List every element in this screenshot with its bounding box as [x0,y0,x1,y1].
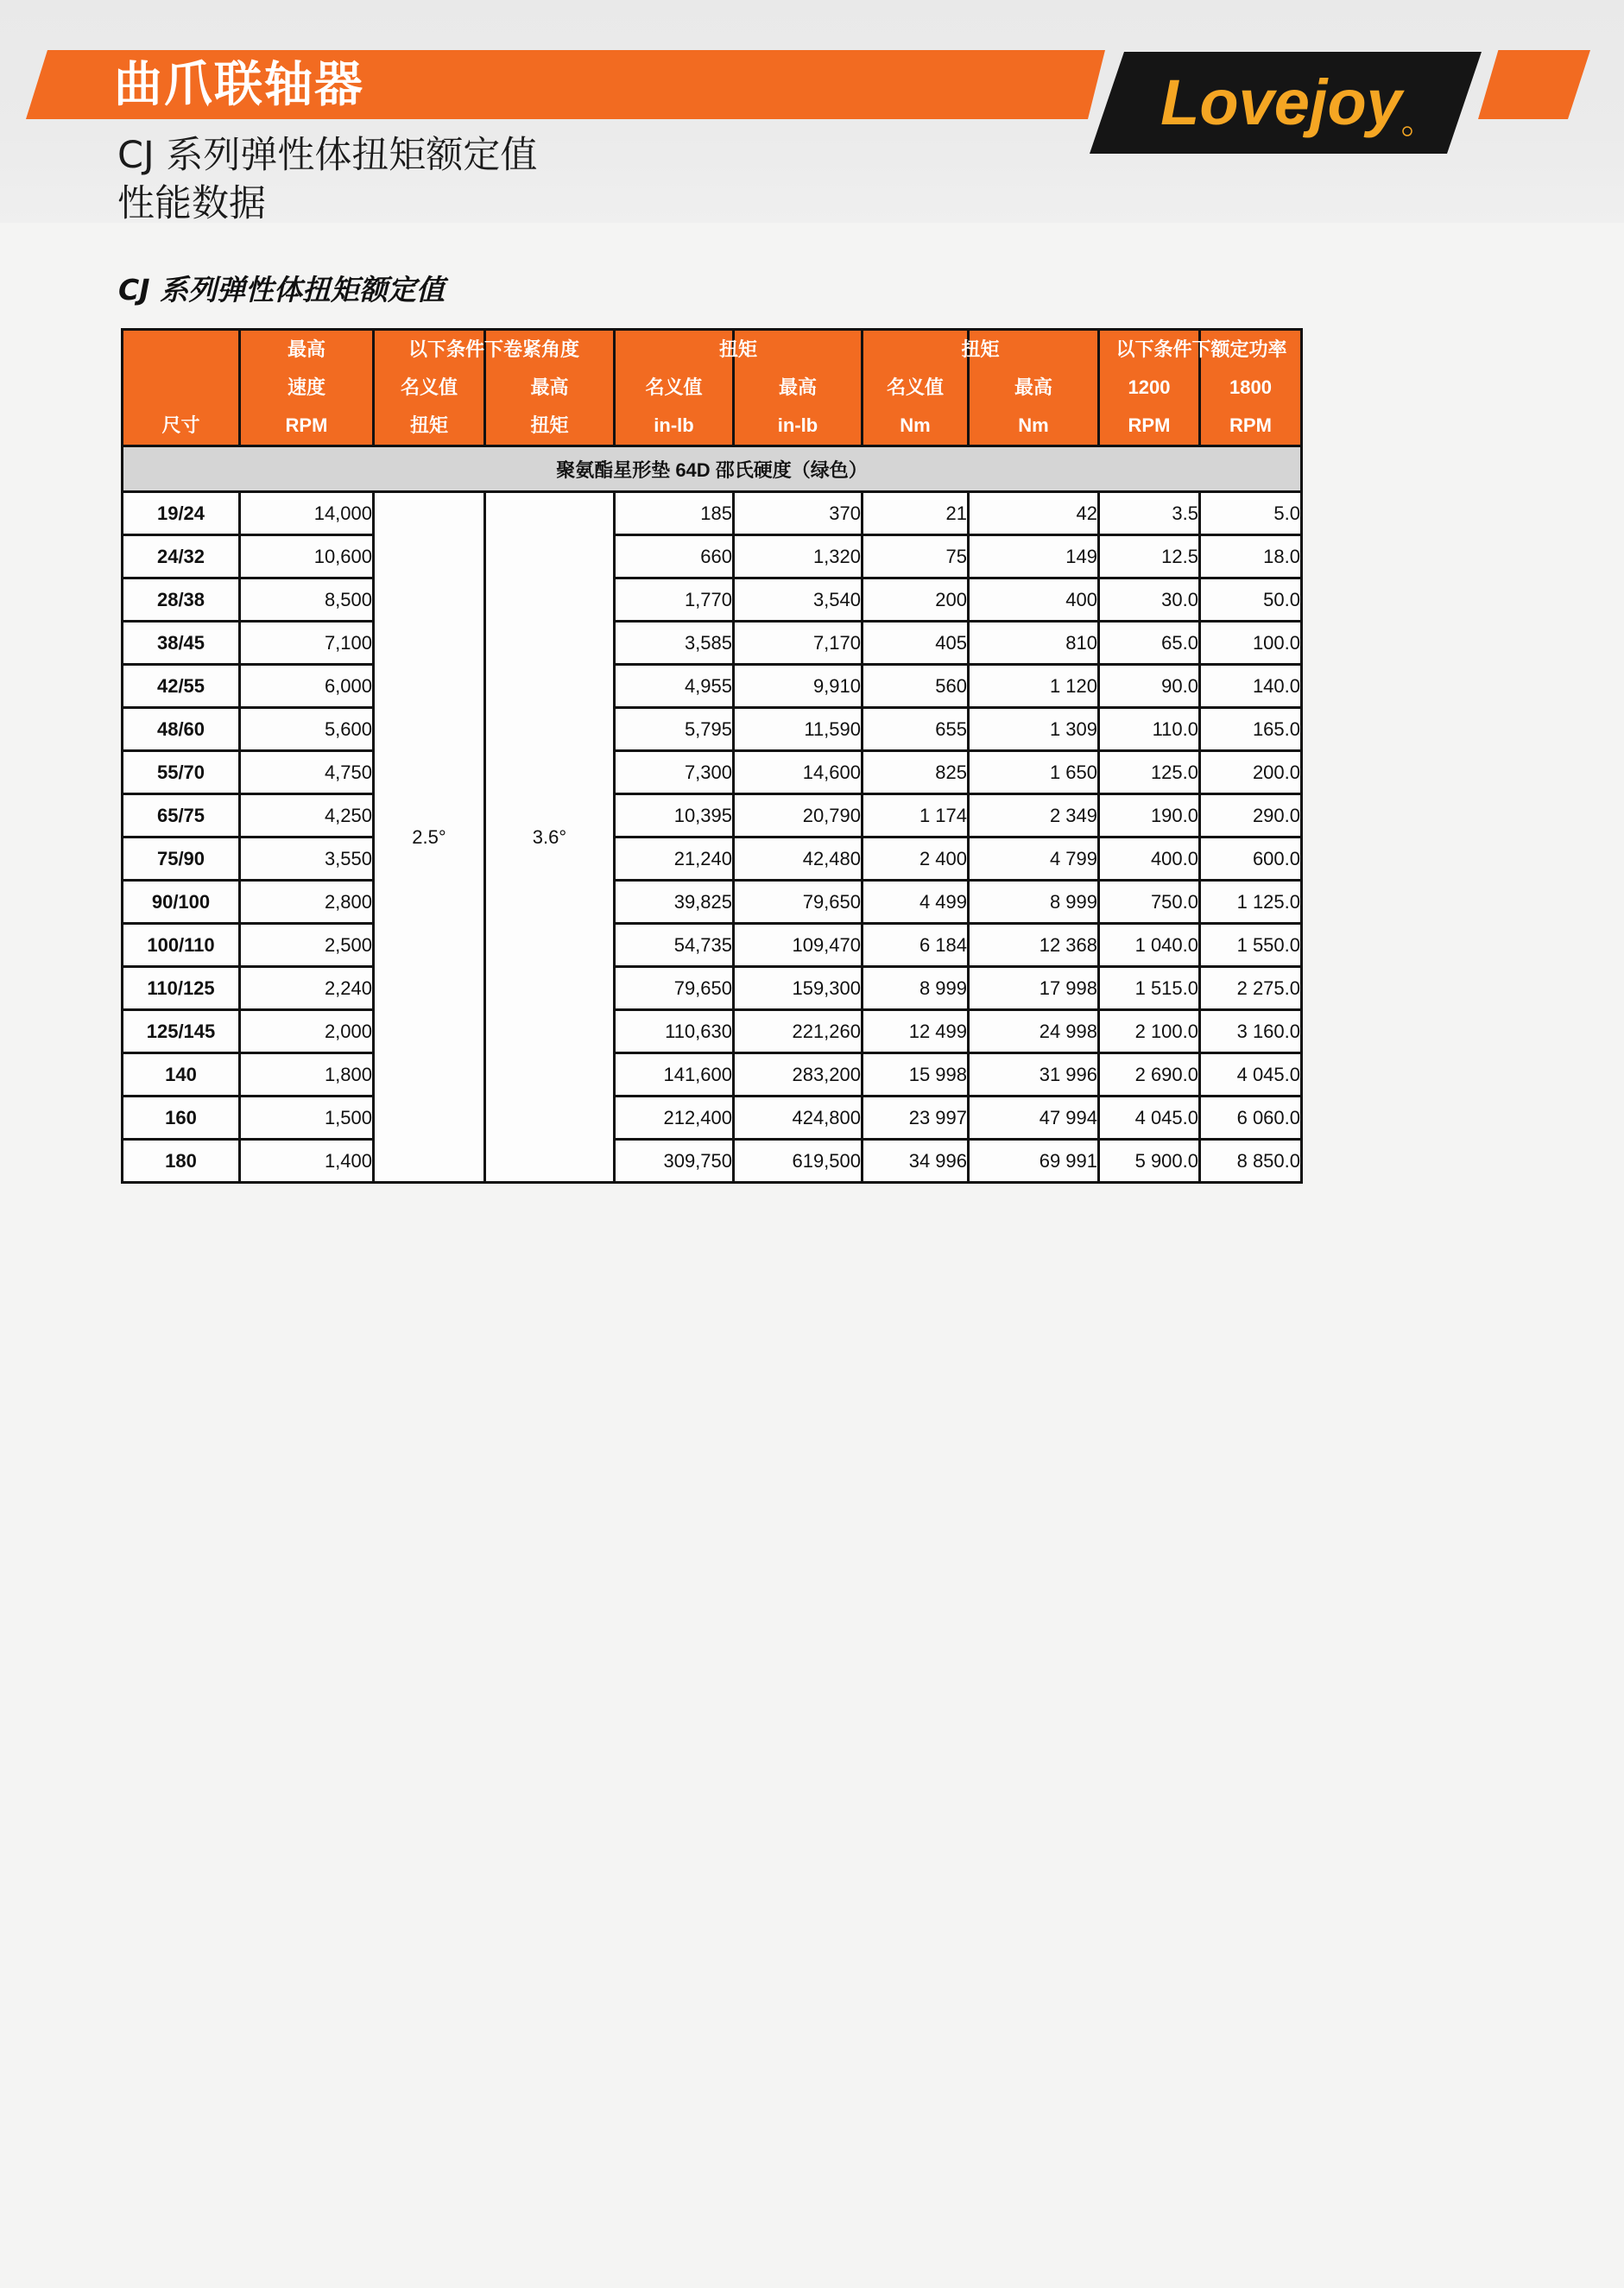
cell-power-1800: 50.0 [1200,578,1302,622]
cell-torque-nm-max: 4 799 [969,837,1099,881]
cell-power-1200: 30.0 [1099,578,1200,622]
cell-torque-inlb-max: 283,200 [734,1053,863,1097]
cell-max-speed: 3,550 [240,837,374,881]
cell-power-1800: 165.0 [1200,708,1302,751]
cell-torque-inlb-max: 14,600 [734,751,863,794]
cell-torque-inlb-nominal: 141,600 [615,1053,734,1097]
cell-power-1800: 5.0 [1200,492,1302,535]
header-size: 尺寸 [123,330,240,446]
cell-torque-inlb-nominal: 1,770 [615,578,734,622]
cell-torque-nm-max: 47 994 [969,1097,1099,1140]
cell-power-1200: 2 100.0 [1099,1010,1200,1053]
cell-windup-max: 3.6° [485,492,615,1183]
cell-power-1200: 12.5 [1099,535,1200,578]
cell-torque-inlb-nominal: 110,630 [615,1010,734,1053]
cell-torque-nm-nominal: 2 400 [863,837,969,881]
cell-torque-inlb-max: 3,540 [734,578,863,622]
cell-power-1200: 1 515.0 [1099,967,1200,1010]
cell-power-1800: 8 850.0 [1200,1140,1302,1183]
cell-power-1800: 2 275.0 [1200,967,1302,1010]
cell-power-1800: 290.0 [1200,794,1302,837]
cell-size: 28/38 [123,578,240,622]
cell-power-1200: 1 040.0 [1099,924,1200,967]
cell-power-1200: 400.0 [1099,837,1200,881]
cell-torque-inlb-max: 9,910 [734,665,863,708]
table-row [123,751,1302,794]
cell-torque-nm-max: 149 [969,535,1099,578]
table-header-row [123,330,1302,446]
cell-torque-inlb-max: 159,300 [734,967,863,1010]
cell-power-1200: 750.0 [1099,881,1200,924]
cell-max-speed: 2,000 [240,1010,374,1053]
subtitle-series: CJ 系列弹性体扭矩额定值 [117,134,538,177]
cell-torque-inlb-max: 42,480 [734,837,863,881]
header-torque-nm-group: 扭矩 [961,338,1000,360]
cell-torque-inlb-max: 1,320 [734,535,863,578]
cell-power-1800: 600.0 [1200,837,1302,881]
cell-power-1200: 90.0 [1099,665,1200,708]
table-row [123,881,1302,924]
cell-torque-nm-max: 1 309 [969,708,1099,751]
cell-power-1800: 1 550.0 [1200,924,1302,967]
header-nm-max: 最高 Nm [969,330,1099,446]
cell-torque-nm-nominal: 15 998 [863,1053,969,1097]
cell-torque-nm-nominal: 405 [863,622,969,665]
cell-power-1200: 4 045.0 [1099,1097,1200,1140]
cell-torque-nm-max: 810 [969,622,1099,665]
cell-max-speed: 10,600 [240,535,374,578]
cell-size: 90/100 [123,881,240,924]
cell-power-1200: 65.0 [1099,622,1200,665]
cell-torque-inlb-max: 20,790 [734,794,863,837]
cell-size: 48/60 [123,708,240,751]
cell-max-speed: 7,100 [240,622,374,665]
cell-torque-inlb-nominal: 39,825 [615,881,734,924]
cell-max-speed: 1,500 [240,1097,374,1140]
cell-torque-inlb-max: 79,650 [734,881,863,924]
cell-max-speed: 8,500 [240,578,374,622]
table-row [123,578,1302,622]
cell-torque-inlb-nominal: 309,750 [615,1140,734,1183]
cell-size: 24/32 [123,535,240,578]
cell-torque-nm-nominal: 200 [863,578,969,622]
cell-torque-inlb-nominal: 79,650 [615,967,734,1010]
cell-torque-inlb-max: 619,500 [734,1140,863,1183]
cell-power-1200: 2 690.0 [1099,1053,1200,1097]
cell-torque-inlb-nominal: 5,795 [615,708,734,751]
cell-torque-nm-max: 1 120 [969,665,1099,708]
cell-size: 55/70 [123,751,240,794]
cell-torque-nm-nominal: 655 [863,708,969,751]
cell-power-1800: 200.0 [1200,751,1302,794]
cell-torque-nm-nominal: 825 [863,751,969,794]
cell-max-speed: 4,750 [240,751,374,794]
cell-torque-nm-max: 2 349 [969,794,1099,837]
cell-torque-nm-max: 400 [969,578,1099,622]
cell-torque-nm-max: 69 991 [969,1140,1099,1183]
cell-torque-nm-nominal: 1 174 [863,794,969,837]
cell-torque-inlb-nominal: 54,735 [615,924,734,967]
cell-power-1800: 6 060.0 [1200,1097,1302,1140]
cell-size: 160 [123,1097,240,1140]
table-body [123,492,1302,1183]
subtitle-performance: 性能数据 [117,182,266,225]
header-inlb-max: 最高 in-lb [734,330,863,446]
cell-torque-inlb-max: 370 [734,492,863,535]
cell-torque-nm-nominal: 21 [863,492,969,535]
cell-torque-inlb-max: 109,470 [734,924,863,967]
table-row [123,967,1302,1010]
header-windup-max: 最高 扭矩 [485,330,615,446]
cell-torque-inlb-max: 7,170 [734,622,863,665]
cell-power-1200: 190.0 [1099,794,1200,837]
cell-size: 180 [123,1140,240,1183]
cell-power-1200: 5 900.0 [1099,1140,1200,1183]
cell-max-speed: 4,250 [240,794,374,837]
cell-torque-nm-max: 31 996 [969,1053,1099,1097]
cell-max-speed: 14,000 [240,492,374,535]
table-row [123,665,1302,708]
cell-torque-nm-max: 24 998 [969,1010,1099,1053]
cell-torque-inlb-max: 11,590 [734,708,863,751]
cell-max-speed: 1,400 [240,1140,374,1183]
table-row [123,1140,1302,1183]
header-torque-inlb-group: 扭矩 [718,338,757,360]
cell-size: 65/75 [123,794,240,837]
cell-max-speed: 5,600 [240,708,374,751]
table-row [123,1010,1302,1053]
table-row [123,1097,1302,1140]
cell-size: 19/24 [123,492,240,535]
header-max-speed: 最高 速度 RPM [240,330,374,446]
header-windup-nominal: 以下条件下卷紧角度 名义值 扭矩 [374,330,485,446]
header-inlb-nominal: 扭矩 名义值 in-lb [615,330,734,446]
cell-power-1800: 1 125.0 [1200,881,1302,924]
header-power-group: 以下条件下额定功率 [1115,338,1287,360]
elastomer-label: 聚氨酯星形垫 64D 邵氏硬度（绿色） [123,446,1302,492]
cell-torque-nm-max: 1 650 [969,751,1099,794]
cell-max-speed: 1,800 [240,1053,374,1097]
cell-torque-inlb-nominal: 4,955 [615,665,734,708]
lovejoy-logo [1090,50,1482,155]
cell-size: 140 [123,1053,240,1097]
cell-torque-inlb-nominal: 212,400 [615,1097,734,1140]
table-row [123,837,1302,881]
cell-torque-nm-nominal: 560 [863,665,969,708]
cell-torque-inlb-nominal: 21,240 [615,837,734,881]
table-row [123,1053,1302,1097]
svg-text:Lovejoy: Lovejoy [1160,66,1402,138]
cell-power-1800: 140.0 [1200,665,1302,708]
table-row [123,794,1302,837]
elastomer-row [123,446,1302,492]
cell-power-1200: 110.0 [1099,708,1200,751]
cell-torque-nm-nominal: 34 996 [863,1140,969,1183]
cell-torque-nm-nominal: 4 499 [863,881,969,924]
cell-max-speed: 2,800 [240,881,374,924]
section-title: 曲爪联轴器 [114,57,364,113]
table-row [123,535,1302,578]
cell-power-1200: 125.0 [1099,751,1200,794]
header-power-1200: 以下条件下额定功率 1200 RPM [1099,330,1200,446]
cell-torque-nm-nominal: 12 499 [863,1010,969,1053]
cell-torque-nm-max: 8 999 [969,881,1099,924]
cell-power-1800: 3 160.0 [1200,1010,1302,1053]
header-windup-group: 以下条件下卷紧角度 [408,338,579,360]
cell-torque-nm-nominal: 8 999 [863,967,969,1010]
cell-torque-nm-max: 12 368 [969,924,1099,967]
table-row [123,708,1302,751]
cell-max-speed: 2,500 [240,924,374,967]
cell-torque-nm-nominal: 75 [863,535,969,578]
cell-torque-nm-max: 42 [969,492,1099,535]
table-caption: CJ 系列弹性体扭矩额定值 [118,273,445,307]
cell-max-speed: 6,000 [240,665,374,708]
cell-torque-inlb-nominal: 7,300 [615,751,734,794]
cell-torque-inlb-max: 221,260 [734,1010,863,1053]
cell-max-speed: 2,240 [240,967,374,1010]
cell-size: 42/55 [123,665,240,708]
cell-torque-inlb-nominal: 3,585 [615,622,734,665]
cell-torque-nm-nominal: 23 997 [863,1097,969,1140]
torque-rating-table [121,328,1303,1184]
cell-torque-inlb-max: 424,800 [734,1097,863,1140]
cell-power-1200: 3.5 [1099,492,1200,535]
cell-torque-inlb-nominal: 185 [615,492,734,535]
cell-size: 38/45 [123,622,240,665]
cell-power-1800: 4 045.0 [1200,1053,1302,1097]
header-power-1800: 1800 RPM [1200,330,1302,446]
cell-torque-nm-max: 17 998 [969,967,1099,1010]
table-row [123,622,1302,665]
cell-torque-inlb-nominal: 660 [615,535,734,578]
cell-size: 110/125 [123,967,240,1010]
cell-power-1800: 100.0 [1200,622,1302,665]
table-row [123,492,1302,535]
table-row [123,924,1302,967]
cell-power-1800: 18.0 [1200,535,1302,578]
cell-torque-nm-nominal: 6 184 [863,924,969,967]
cell-size: 75/90 [123,837,240,881]
cell-size: 100/110 [123,924,240,967]
cell-size: 125/145 [123,1010,240,1053]
cell-windup-nominal: 2.5° [374,492,485,1183]
cell-torque-inlb-nominal: 10,395 [615,794,734,837]
header-nm-nominal: 扭矩 名义值 Nm [863,330,969,446]
